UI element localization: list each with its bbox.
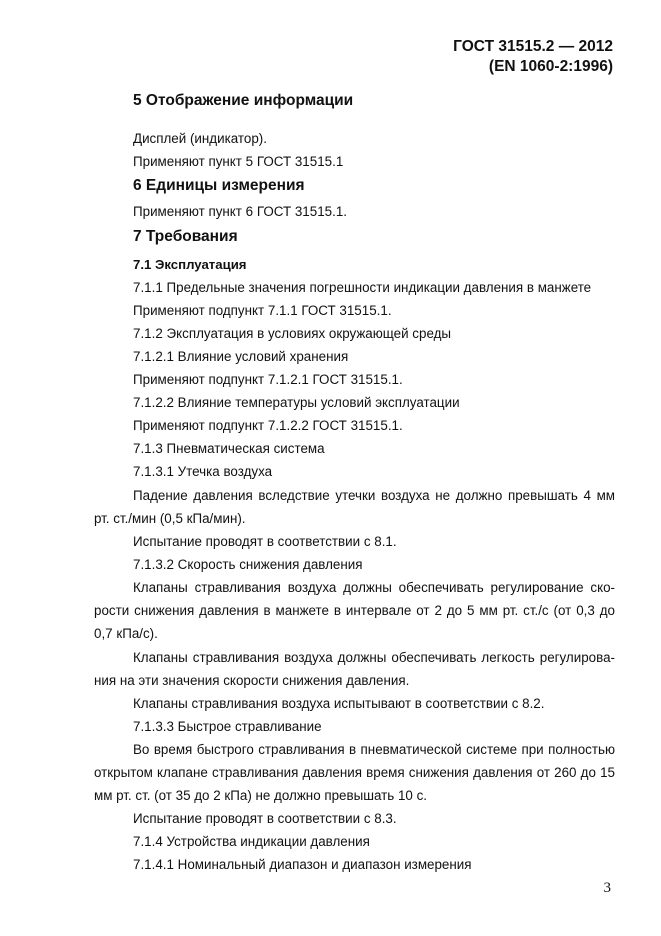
paragraph-line: рт. ст./мин (0,5 кПа/мин).: [94, 511, 246, 526]
subsection-7-1-heading: 7.1 Эксплуатация: [133, 257, 247, 272]
paragraph-line: Во время быстрого стравливания в пневматической системе при полностью: [133, 742, 615, 757]
paragraph: Применяют подпункт 7.1.2.2 ГОСТ 31515.1.: [133, 418, 403, 433]
paragraph: 7.1.2 Эксплуатация в условиях окружающей среды: [133, 326, 452, 341]
paragraph: Клапаны стравливания воздуха испытывают в соответствии с 8.2.: [133, 696, 545, 711]
paragraph: 7.1.3 Пневматическая система: [133, 441, 325, 456]
page-number: 3: [603, 880, 611, 896]
section-7-heading: 7 Требования: [133, 228, 238, 245]
paragraph-line: рости снижения давления в манжете в интервале от 2 до 5 мм рт. ст./с (от 0,3 до: [94, 603, 615, 618]
paragraph: Применяют подпункт 7.1.2.1 ГОСТ 31515.1.: [133, 372, 403, 387]
paragraph: Применяют пункт 5 ГОСТ 31515.1: [133, 154, 344, 169]
paragraph-line: Клапаны стравливания воздуха должны обеспечивать легкость регулирова-: [133, 650, 615, 665]
paragraph: Применяют подпункт 7.1.1 ГОСТ 31515.1.: [133, 303, 392, 318]
section-6-heading: 6 Единицы измерения: [133, 177, 305, 194]
paragraph: 7.1.2.2 Влияние температуры условий эксплуатации: [133, 395, 460, 410]
paragraph: 7.1.4 Устройства индикации давления: [133, 834, 370, 849]
paragraph-line: ния на эти значения скорости снижения давления.: [94, 673, 410, 688]
paragraph-line: Падение давления вследствие утечки воздуха не должно превышать 4 мм: [133, 488, 615, 503]
paragraph: Применяют пункт 6 ГОСТ 31515.1.: [133, 204, 347, 219]
paragraph: Испытание проводят в соответствии с 8.3.: [133, 811, 397, 826]
paragraph-line: Клапаны стравливания воздуха должны обеспечивать регулирование ско-: [133, 580, 615, 595]
standard-number: ГОСТ 31515.2 — 2012: [453, 38, 613, 55]
paragraph: Испытание проводят в соответствии с 8.1.: [133, 534, 397, 549]
paragraph-line: открытом клапане стравливания давления время снижения давления от 260 до 15: [94, 765, 615, 780]
paragraph: 7.1.3.2 Скорость снижения давления: [133, 557, 363, 572]
paragraph: 7.1.3.1 Утечка воздуха: [133, 464, 273, 479]
paragraph: 7.1.4.1 Номинальный диапазон и диапазон измерения: [133, 857, 472, 872]
paragraph-line: мм рт. ст. (от 35 до 2 кПа) не должно превышать 10 с.: [94, 788, 427, 803]
paragraph: 7.1.1 Предельные значения погрешности индикации давления в манжете: [133, 280, 592, 295]
section-5-heading: 5 Отображение информации: [133, 92, 354, 109]
en-reference: (EN 1060-2:1996): [488, 58, 613, 75]
paragraph: 7.1.2.1 Влияние условий хранения: [133, 349, 349, 364]
paragraph: 7.1.3.3 Быстрое стравливание: [133, 719, 322, 734]
paragraph: Дисплей (индикатор).: [133, 131, 267, 146]
paragraph-line: 0,7 кПа/с).: [94, 626, 158, 641]
